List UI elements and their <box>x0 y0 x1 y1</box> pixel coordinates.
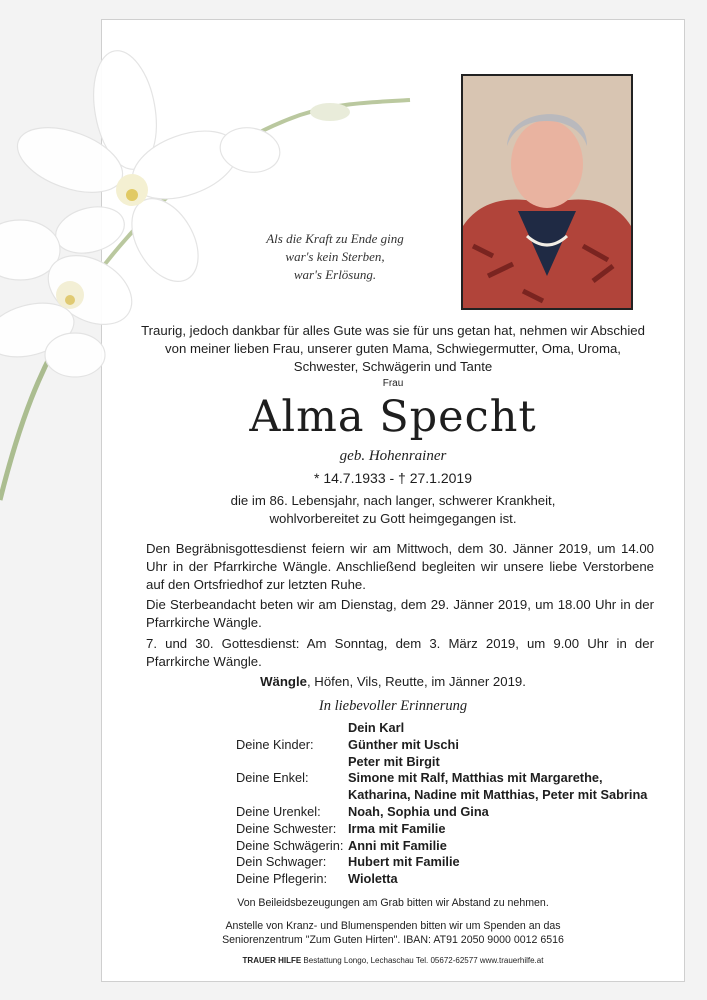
family-value: Noah, Sophia und Gina <box>348 803 489 819</box>
family-row <box>236 737 647 754</box>
passing-line: die im 86. Lebensjahr, nach langer, schwerer Krankheit, <box>230 493 556 508</box>
family-value: Simone mit Ralf, Matthias mit Margarethe, <box>348 770 603 786</box>
family-label: Deine Pflegerin: <box>236 871 328 887</box>
family-row <box>236 770 647 787</box>
motto-line: Als die Kraft zu Ende ging <box>266 231 404 246</box>
deceased-name: Alma Specht <box>249 392 537 442</box>
family-label <box>236 754 348 771</box>
motto-line: war's kein Sterben, <box>285 249 385 264</box>
family-value: Irma mit Familie <box>348 820 446 836</box>
family-label: Deine Kinder: <box>236 736 314 752</box>
intro-line: Schwester, Schwägerin und Tante <box>293 359 493 374</box>
passing-text <box>101 492 685 528</box>
family-label: Dein Schwager: <box>236 854 327 870</box>
family-row <box>236 854 647 871</box>
family-list <box>236 720 647 888</box>
family-label <box>236 787 348 804</box>
vigil-paragraph: Die Sterbeandacht beten wir am Dienstag, dem 29. Jänner 2019, um 18.00 Uhr in der Pfarrkirche Wängle. <box>146 597 654 630</box>
family-label <box>236 720 348 737</box>
intro-line: Traurig, jedoch dankbar für alles Gute was sie für uns getan hat, nehmen wir Abschied <box>141 323 645 338</box>
family-value: Günther mit Uschi <box>348 736 459 752</box>
family-label: Deine Enkel: <box>236 770 309 786</box>
family-label: Deine Schwester: <box>236 820 337 836</box>
family-row <box>236 720 647 737</box>
maiden-name: geb. Hohenrainer <box>339 448 447 464</box>
donation-line: Anstelle von Kranz- und Blumenspenden bitten wir um Spenden an das <box>225 920 561 932</box>
motto <box>255 230 415 284</box>
life-dates: * 14.7.1933 - † 27.1.2019 <box>313 470 473 486</box>
family-row <box>236 871 647 888</box>
family-row <box>236 838 647 855</box>
memorial-mass-paragraph: 7. und 30. Gottesdienst: Am Sonntag, dem 3. März 2019, um 9.00 Uhr in der Pfarrkirche Wängle. <box>146 636 654 669</box>
family-row <box>236 804 647 821</box>
place-date <box>101 674 685 689</box>
salutation: Frau <box>382 378 404 389</box>
intro-line: von meiner lieben Frau, unserer guten Mama, Schwiegermutter, Oma, Uroma, <box>165 341 621 356</box>
portrait-photo <box>461 74 633 310</box>
footer-brand: TRAUER HILFE <box>242 956 302 965</box>
place-date-rest: , Höfen, Vils, Reutte, im Jänner 2019. <box>306 674 526 689</box>
family-value: Hubert mit Familie <box>348 854 460 870</box>
intro-text <box>101 322 685 376</box>
condolence-note: Von Beileidsbezeugungen am Grab bitten wir Abstand zu nehmen. <box>237 897 549 909</box>
footer <box>101 956 685 965</box>
family-row <box>236 787 647 804</box>
memory-heading: In liebevoller Erinnerung <box>318 698 468 714</box>
family-value: Anni mit Familie <box>348 837 447 853</box>
portrait-illustration <box>463 76 631 308</box>
family-label: Deine Urenkel: <box>236 803 321 819</box>
family-value: Wioletta <box>348 871 398 887</box>
footer-text: Bestattung Longo, Lechaschau Tel. 05672-62577 www.trauerhilfe.at <box>301 956 544 965</box>
funeral-service-paragraph: Den Begräbnisgottesdienst feiern wir am Mittwoch, dem 30. Jänner 2019, um 14.00 Uhr in der Pfarrkirche Wängle. Anschließend begleiten wir unsere liebe Verstorbene auf den Ortsfriedhof zur letzten Ruhe. <box>146 541 654 592</box>
family-value: Katharina, Nadine mit Matthias, Peter mit Sabrina <box>348 787 648 803</box>
donation-note <box>101 919 685 947</box>
family-row <box>236 821 647 838</box>
motto-line: war's Erlösung. <box>293 267 377 282</box>
family-label: Deine Schwägerin: <box>236 837 344 853</box>
family-value: Peter mit Birgit <box>348 753 440 769</box>
donation-line: Seniorenzentrum "Zum Guten Hirten". IBAN: AT91 2050 9000 0012 6516 <box>222 934 564 946</box>
family-value: Dein Karl <box>348 720 405 735</box>
place-name: Wängle <box>260 674 307 689</box>
passing-line: wohlvorbereitet zu Gott heimgegangen ist. <box>269 511 517 526</box>
family-row <box>236 754 647 771</box>
